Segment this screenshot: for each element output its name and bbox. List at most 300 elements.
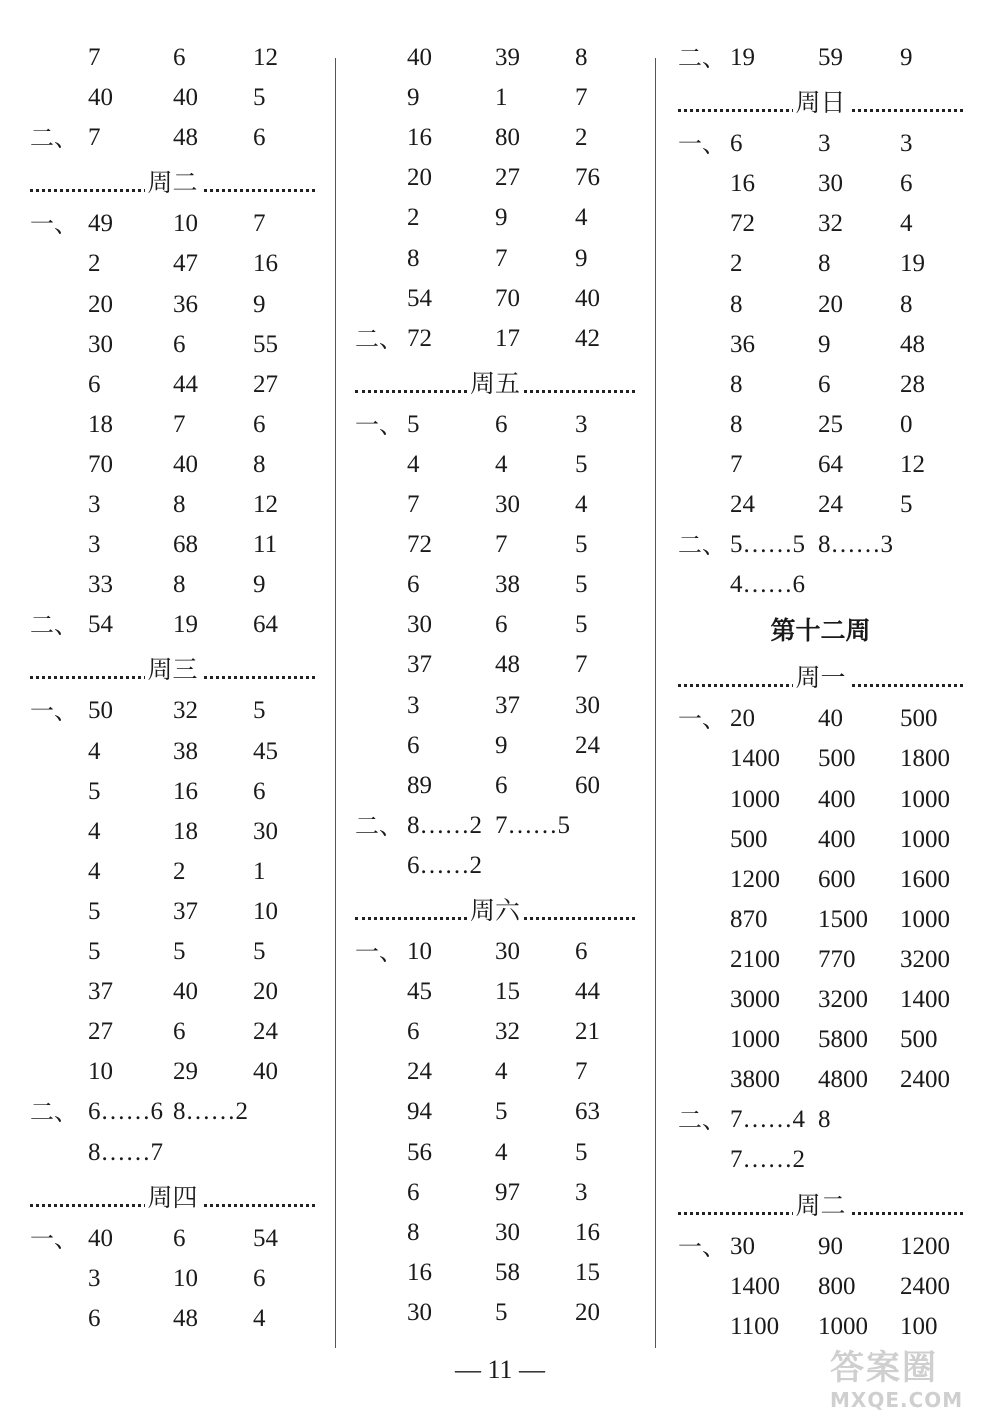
answer-value: 6 bbox=[730, 130, 743, 158]
answer-value: 58 bbox=[495, 1258, 520, 1286]
answer-row bbox=[30, 244, 315, 284]
answer-value: 8……2 bbox=[173, 1098, 248, 1126]
question-number: 二、 bbox=[30, 124, 78, 153]
answer-value: 30 bbox=[407, 1298, 432, 1326]
answer-value: 3 bbox=[818, 130, 831, 158]
answer-row bbox=[355, 726, 635, 766]
answer-row bbox=[355, 1173, 635, 1213]
answer-row bbox=[30, 691, 315, 731]
answer-value: 6 bbox=[173, 44, 186, 71]
answer-value: 70 bbox=[495, 284, 520, 312]
answer-value: 9 bbox=[900, 44, 913, 71]
question-number: 一、 bbox=[30, 697, 78, 726]
answer-row bbox=[30, 285, 315, 325]
answer-value: 16 bbox=[173, 777, 198, 805]
answer-row bbox=[678, 699, 963, 739]
answer-value: 70 bbox=[88, 450, 113, 478]
question-number: 一、 bbox=[678, 130, 726, 159]
answer-value: 19 bbox=[173, 611, 198, 639]
answer-value: 8 bbox=[730, 290, 743, 318]
answer-value: 40 bbox=[88, 1224, 113, 1252]
answer-value: 5 bbox=[575, 1138, 588, 1166]
answer-value: 6 bbox=[407, 1018, 420, 1046]
answer-value: 7 bbox=[88, 44, 101, 71]
answer-value: 33 bbox=[88, 571, 113, 599]
answer-value: 40 bbox=[407, 44, 432, 71]
answer-value: 1500 bbox=[818, 905, 868, 933]
answer-value: 89 bbox=[407, 771, 432, 799]
question-number: 二、 bbox=[678, 44, 726, 72]
answer-row bbox=[30, 1133, 315, 1173]
answer-row bbox=[30, 772, 315, 812]
answer-row bbox=[30, 405, 315, 445]
answer-value: 2 bbox=[575, 124, 588, 152]
answer-row bbox=[678, 244, 963, 284]
answer-value: 20 bbox=[407, 164, 432, 192]
answer-value: 45 bbox=[407, 978, 432, 1006]
answer-value: 3 bbox=[900, 130, 913, 158]
answer-value: 37 bbox=[88, 978, 113, 1006]
answer-value: 100 bbox=[900, 1312, 938, 1340]
answer-value: 30 bbox=[407, 611, 432, 639]
answer-value: 4 bbox=[575, 204, 588, 232]
answer-value: 4 bbox=[88, 817, 101, 845]
answer-row bbox=[678, 1060, 963, 1100]
answer-row bbox=[678, 365, 963, 405]
answer-row bbox=[355, 198, 635, 238]
answer-value: 16 bbox=[575, 1218, 600, 1246]
answer-value: 9 bbox=[575, 244, 588, 272]
answer-row bbox=[678, 820, 963, 860]
answer-value: 17 bbox=[495, 324, 520, 352]
answer-value: 12 bbox=[900, 450, 925, 478]
answer-value: 5 bbox=[495, 1098, 508, 1126]
answer-value: 6 bbox=[253, 124, 266, 152]
answer-value: 2 bbox=[730, 250, 743, 278]
answer-value: 4 bbox=[575, 491, 588, 518]
answer-value: 10 bbox=[173, 210, 198, 238]
answer-value: 6 bbox=[407, 1178, 420, 1206]
answer-value: 5 bbox=[253, 84, 266, 112]
answer-row bbox=[678, 1227, 963, 1267]
answer-value: 19 bbox=[900, 250, 925, 278]
answer-value: 40 bbox=[173, 84, 198, 112]
answer-row bbox=[678, 860, 963, 900]
answer-value: 4 bbox=[495, 1058, 508, 1086]
answer-value: 9 bbox=[253, 571, 266, 599]
answer-value: 8 bbox=[173, 571, 186, 599]
answer-value: 1000 bbox=[730, 785, 780, 813]
answer-value: 3 bbox=[88, 1264, 101, 1292]
answer-value: 36 bbox=[730, 330, 755, 358]
answer-value: 4800 bbox=[818, 1066, 868, 1094]
answer-value: 2400 bbox=[900, 1066, 950, 1094]
answer-row bbox=[678, 1307, 963, 1347]
answer-value: 68 bbox=[173, 531, 198, 559]
answer-value: 4 bbox=[88, 857, 101, 885]
column-divider-right bbox=[655, 58, 656, 1348]
answer-row bbox=[355, 1052, 635, 1092]
question-number: 一、 bbox=[678, 705, 726, 734]
answer-row bbox=[355, 846, 635, 886]
watermark bbox=[830, 1348, 990, 1418]
day-title: 周五 bbox=[467, 364, 523, 404]
answer-value: 5 bbox=[495, 1298, 508, 1326]
question-number: 二、 bbox=[355, 811, 403, 840]
answer-value: 54 bbox=[407, 284, 432, 312]
day-title: 周日 bbox=[792, 83, 848, 123]
answer-value: 3 bbox=[575, 1178, 588, 1206]
answer-row bbox=[30, 852, 315, 892]
answer-value: 8 bbox=[818, 1106, 831, 1134]
answer-row bbox=[30, 732, 315, 772]
day-title: 周二 bbox=[144, 163, 200, 203]
answer-value: 6 bbox=[407, 571, 420, 599]
answer-row bbox=[355, 319, 635, 359]
answer-row bbox=[355, 485, 635, 525]
answer-value: 6……2 bbox=[407, 851, 482, 879]
answer-value: 97 bbox=[495, 1178, 520, 1206]
answer-value: 30 bbox=[730, 1232, 755, 1260]
answer-value: 55 bbox=[253, 330, 278, 358]
answer-value: 32 bbox=[495, 1018, 520, 1046]
answer-row bbox=[678, 780, 963, 820]
answer-value: 20 bbox=[88, 290, 113, 318]
answer-row bbox=[30, 38, 315, 78]
answer-value: 59 bbox=[818, 44, 843, 71]
answer-row bbox=[678, 900, 963, 940]
answer-value: 6 bbox=[253, 1264, 266, 1292]
day-separator bbox=[355, 364, 635, 404]
answer-value: 40 bbox=[88, 84, 113, 112]
day-title: 周六 bbox=[467, 891, 523, 931]
answer-row bbox=[678, 285, 963, 325]
answer-value: 16 bbox=[253, 250, 278, 278]
answer-value: 90 bbox=[818, 1232, 843, 1260]
answer-row bbox=[678, 525, 963, 565]
answer-row bbox=[355, 605, 635, 645]
column-divider-left bbox=[335, 58, 336, 1348]
answer-row bbox=[355, 766, 635, 806]
answer-value: 38 bbox=[173, 737, 198, 765]
answer-value: 27 bbox=[253, 370, 278, 398]
answer-value: 5 bbox=[173, 938, 186, 965]
answer-value: 9 bbox=[818, 330, 831, 358]
answer-row bbox=[678, 1140, 963, 1180]
answer-row bbox=[30, 1052, 315, 1092]
answer-row bbox=[30, 204, 315, 244]
answer-value: 27 bbox=[495, 164, 520, 192]
answer-value: 1800 bbox=[900, 745, 950, 773]
answer-value: 37 bbox=[173, 897, 198, 925]
answer-row bbox=[355, 78, 635, 118]
day-title: 周二 bbox=[792, 1186, 848, 1226]
answer-value: 1200 bbox=[730, 865, 780, 893]
answer-row bbox=[30, 365, 315, 405]
answer-value: 64 bbox=[818, 450, 843, 478]
answer-value: 48 bbox=[900, 330, 925, 358]
answer-value: 600 bbox=[818, 865, 856, 893]
answer-value: 8 bbox=[407, 244, 420, 272]
answer-value: 6 bbox=[88, 1304, 101, 1332]
answer-row bbox=[678, 164, 963, 204]
answer-value: 5 bbox=[575, 450, 588, 478]
answer-value: 8……7 bbox=[88, 1138, 163, 1166]
answer-value: 8……2 bbox=[407, 811, 482, 839]
answer-row bbox=[678, 1267, 963, 1307]
answer-value: 44 bbox=[173, 370, 198, 398]
answer-row bbox=[678, 445, 963, 485]
answer-value: 37 bbox=[495, 691, 520, 719]
answer-row bbox=[30, 892, 315, 932]
answer-value: 8 bbox=[900, 290, 913, 318]
answer-value: 8 bbox=[173, 491, 186, 518]
answer-row bbox=[678, 940, 963, 980]
answer-row bbox=[355, 645, 635, 685]
answer-row bbox=[678, 980, 963, 1020]
answer-value: 9 bbox=[495, 204, 508, 232]
answer-value: 42 bbox=[575, 324, 600, 352]
answer-value: 6 bbox=[88, 370, 101, 398]
question-number: 一、 bbox=[678, 1232, 726, 1261]
answer-value: 5 bbox=[88, 777, 101, 805]
answer-value: 8……3 bbox=[818, 531, 893, 559]
answer-value: 18 bbox=[88, 410, 113, 438]
answer-value: 20 bbox=[253, 978, 278, 1006]
answer-value: 400 bbox=[818, 785, 856, 813]
answer-value: 3200 bbox=[900, 945, 950, 973]
answer-row bbox=[678, 405, 963, 445]
answer-value: 16 bbox=[730, 170, 755, 198]
answer-value: 20 bbox=[575, 1298, 600, 1326]
answer-value: 30 bbox=[818, 170, 843, 198]
answer-value: 2100 bbox=[730, 945, 780, 973]
answer-row bbox=[355, 239, 635, 279]
day-separator bbox=[30, 1178, 315, 1218]
answer-value: 48 bbox=[173, 1304, 198, 1332]
question-number: 二、 bbox=[30, 611, 78, 640]
answer-value: 6 bbox=[253, 777, 266, 805]
answer-value: 27 bbox=[88, 1018, 113, 1046]
answer-value: 7 bbox=[495, 244, 508, 272]
answer-value: 32 bbox=[818, 210, 843, 238]
day-title: 周四 bbox=[144, 1178, 200, 1218]
answer-row bbox=[30, 1092, 315, 1132]
answer-value: 16 bbox=[407, 1258, 432, 1286]
answer-value: 15 bbox=[495, 978, 520, 1006]
answer-row bbox=[678, 1100, 963, 1140]
answer-row bbox=[355, 972, 635, 1012]
answer-value: 64 bbox=[253, 611, 278, 639]
day-title: 周一 bbox=[792, 658, 848, 698]
answer-value: 63 bbox=[575, 1098, 600, 1126]
answer-value: 5800 bbox=[818, 1026, 868, 1054]
answer-value: 9 bbox=[407, 84, 420, 112]
answer-value: 5 bbox=[253, 938, 266, 965]
answer-value: 40 bbox=[173, 978, 198, 1006]
answer-value: 6 bbox=[495, 410, 508, 438]
answer-row bbox=[355, 686, 635, 726]
answer-value: 25 bbox=[818, 410, 843, 438]
question-number: 一、 bbox=[30, 210, 78, 239]
answer-value: 6 bbox=[900, 170, 913, 198]
answer-row bbox=[355, 1253, 635, 1293]
answer-value: 45 bbox=[253, 737, 278, 765]
answer-value: 5 bbox=[900, 491, 913, 518]
day-separator bbox=[678, 1186, 963, 1226]
question-number: 一、 bbox=[30, 1224, 78, 1253]
answer-value: 4 bbox=[495, 1138, 508, 1166]
answer-value: 1 bbox=[253, 857, 266, 885]
answer-value: 7 bbox=[495, 531, 508, 559]
answer-row bbox=[678, 739, 963, 779]
answer-value: 3200 bbox=[818, 986, 868, 1013]
answer-value: 15 bbox=[575, 1258, 600, 1286]
answer-value: 30 bbox=[575, 691, 600, 719]
day-separator bbox=[30, 163, 315, 203]
answer-value: 7……2 bbox=[730, 1146, 805, 1174]
answer-value: 5 bbox=[88, 938, 101, 965]
answer-row bbox=[30, 1259, 315, 1299]
answer-row bbox=[355, 1133, 635, 1173]
answer-row bbox=[355, 38, 635, 78]
answer-value: 1400 bbox=[730, 745, 780, 773]
answer-row bbox=[355, 1213, 635, 1253]
answer-value: 24 bbox=[730, 491, 755, 518]
answer-row bbox=[678, 204, 963, 244]
answer-row bbox=[355, 932, 635, 972]
answer-value: 24 bbox=[407, 1058, 432, 1086]
answer-value: 0 bbox=[900, 410, 913, 438]
answer-value: 6 bbox=[495, 611, 508, 639]
answer-value: 24 bbox=[575, 731, 600, 759]
answer-row bbox=[30, 325, 315, 365]
answer-value: 72 bbox=[730, 210, 755, 238]
answer-value: 54 bbox=[253, 1224, 278, 1252]
answer-value: 5 bbox=[575, 531, 588, 559]
answer-value: 80 bbox=[495, 124, 520, 152]
day-title: 周三 bbox=[144, 650, 200, 690]
answer-value: 1000 bbox=[900, 905, 950, 933]
answer-value: 1000 bbox=[900, 825, 950, 853]
answer-value: 3 bbox=[407, 691, 420, 719]
answer-value: 6 bbox=[575, 938, 588, 965]
day-separator bbox=[355, 891, 635, 931]
watermark-title: 答案圈 bbox=[830, 1348, 938, 1388]
question-number: 一、 bbox=[355, 938, 403, 966]
answer-value: 1000 bbox=[730, 1026, 780, 1054]
answer-row bbox=[30, 1012, 315, 1052]
answer-value: 7 bbox=[173, 410, 186, 438]
answer-value: 5 bbox=[253, 697, 266, 725]
left-column bbox=[30, 0, 315, 1380]
answer-row bbox=[678, 38, 963, 78]
answer-value: 39 bbox=[495, 44, 520, 71]
answer-value: 8 bbox=[253, 450, 266, 478]
answer-value: 4 bbox=[407, 450, 420, 478]
answer-row bbox=[355, 1293, 635, 1333]
answer-row bbox=[678, 124, 963, 164]
answer-row bbox=[30, 118, 315, 158]
answer-value: 500 bbox=[730, 825, 768, 853]
answer-value: 4 bbox=[253, 1304, 266, 1332]
answer-value: 30 bbox=[495, 491, 520, 518]
answer-value: 29 bbox=[173, 1058, 198, 1086]
answer-row bbox=[355, 806, 635, 846]
answer-row bbox=[355, 1092, 635, 1132]
answer-value: 870 bbox=[730, 905, 768, 933]
question-number: 二、 bbox=[678, 1106, 726, 1135]
answer-value: 30 bbox=[495, 1218, 520, 1246]
answer-value: 500 bbox=[900, 705, 938, 733]
answer-value: 6 bbox=[407, 731, 420, 759]
question-number: 二、 bbox=[355, 324, 403, 353]
answer-value: 6 bbox=[173, 1224, 186, 1252]
answer-value: 4……6 bbox=[730, 571, 805, 599]
answer-value: 10 bbox=[407, 938, 432, 965]
answer-value: 9 bbox=[495, 731, 508, 759]
middle-column bbox=[355, 0, 635, 1380]
answer-value: 40 bbox=[173, 450, 198, 478]
answer-row bbox=[30, 565, 315, 605]
answer-value: 770 bbox=[818, 945, 856, 973]
answer-value: 10 bbox=[253, 897, 278, 925]
answer-value: 37 bbox=[407, 651, 432, 679]
answer-value: 800 bbox=[818, 1272, 856, 1300]
answer-row bbox=[355, 279, 635, 319]
answer-row bbox=[678, 325, 963, 365]
answer-value: 3800 bbox=[730, 1066, 780, 1094]
answer-value: 72 bbox=[407, 531, 432, 559]
answer-value: 38 bbox=[495, 571, 520, 599]
answer-value: 16 bbox=[407, 124, 432, 152]
answer-row bbox=[30, 1299, 315, 1339]
question-number: 二、 bbox=[678, 531, 726, 560]
answer-row bbox=[355, 158, 635, 198]
answer-value: 28 bbox=[900, 370, 925, 398]
answer-value: 500 bbox=[818, 745, 856, 773]
answer-value: 7 bbox=[730, 450, 743, 478]
answer-row bbox=[30, 972, 315, 1012]
answer-value: 9 bbox=[253, 290, 266, 318]
answer-value: 94 bbox=[407, 1098, 432, 1126]
answer-value: 5 bbox=[88, 897, 101, 925]
answer-row bbox=[355, 405, 635, 445]
answer-row bbox=[355, 1012, 635, 1052]
answer-value: 24 bbox=[253, 1018, 278, 1046]
answer-value: 72 bbox=[407, 324, 432, 352]
answer-value: 5 bbox=[575, 571, 588, 599]
answer-value: 7……5 bbox=[495, 811, 570, 839]
day-separator bbox=[30, 650, 315, 690]
answer-value: 1600 bbox=[900, 865, 950, 893]
answer-row bbox=[355, 118, 635, 158]
answer-value: 44 bbox=[575, 978, 600, 1006]
answer-value: 8 bbox=[818, 250, 831, 278]
answer-value: 7……4 bbox=[730, 1106, 805, 1134]
answer-row bbox=[30, 445, 315, 485]
answer-value: 5……5 bbox=[730, 531, 805, 559]
answer-value: 6 bbox=[253, 410, 266, 438]
answer-value: 8 bbox=[730, 410, 743, 438]
answer-value: 76 bbox=[575, 164, 600, 192]
answer-value: 10 bbox=[173, 1264, 198, 1292]
answer-value: 40 bbox=[253, 1058, 278, 1086]
day-separator bbox=[678, 83, 963, 123]
answer-value: 7 bbox=[253, 210, 266, 238]
answer-value: 7 bbox=[407, 491, 420, 518]
answer-value: 3000 bbox=[730, 986, 780, 1013]
